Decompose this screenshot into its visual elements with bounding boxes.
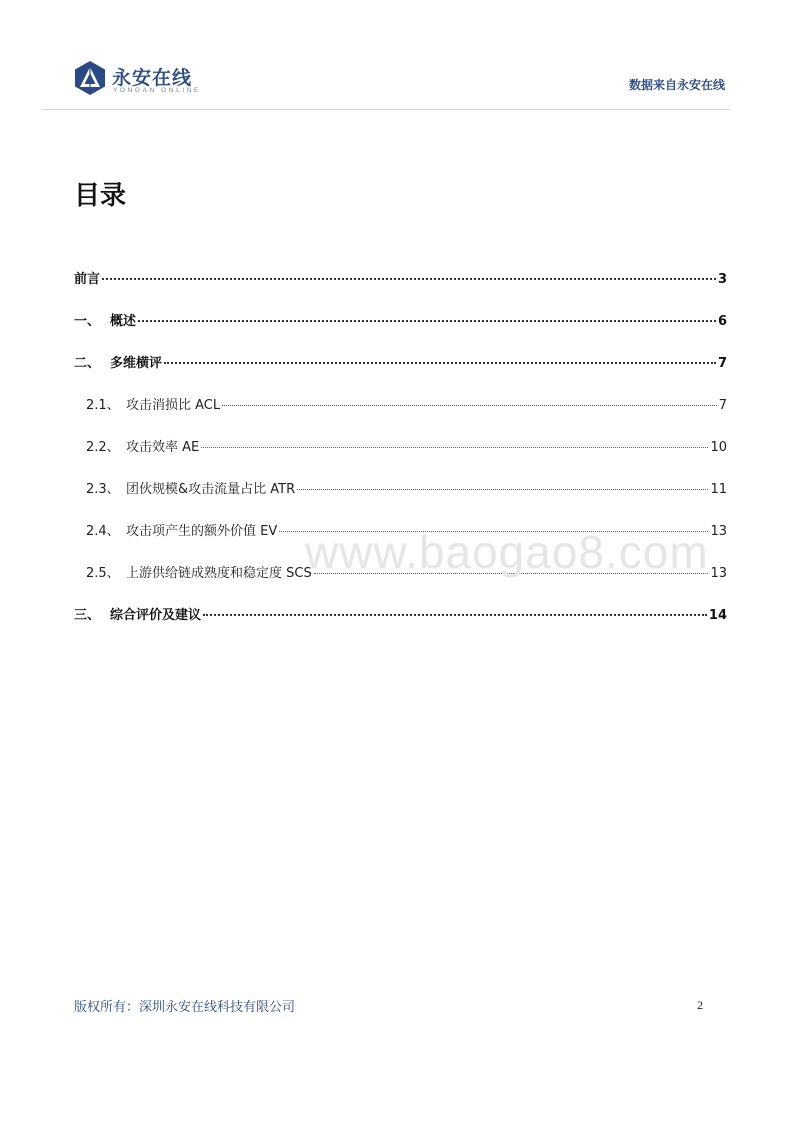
toc-entry-label: 概述 xyxy=(110,314,137,329)
header-divider xyxy=(42,109,730,110)
toc-entry-number: 二、 xyxy=(74,356,101,371)
toc-entry-2-2[interactable] xyxy=(74,436,727,478)
footer-copyright: 版权所有：深圳永安在线科技有限公司 xyxy=(74,1000,296,1015)
watermark: www.baogao8.com xyxy=(305,526,709,578)
toc-entry-page: 14 xyxy=(708,608,727,623)
footer-page-number: 2 xyxy=(697,998,703,1012)
toc-entry-label: 上游供给链成熟度和稳定度 SCS xyxy=(126,566,312,581)
toc-entry-page: 13 xyxy=(710,524,727,539)
toc-entry-2-1[interactable] xyxy=(74,394,727,436)
toc-entry-page: 11 xyxy=(710,482,727,497)
toc-entry-label: 攻击效率 AE xyxy=(126,440,200,455)
toc-title: 目录 xyxy=(74,181,127,211)
toc-dot-leader xyxy=(297,488,708,490)
toc-entry-page: 7 xyxy=(717,356,727,371)
toc-entry-preface[interactable] xyxy=(74,268,727,310)
toc-dot-leader xyxy=(164,361,716,364)
toc-entry-number: 2.2、 xyxy=(86,440,120,455)
toc-entry-label: 前言 xyxy=(74,272,101,287)
toc-entry-number: 2.1、 xyxy=(86,398,120,413)
toc-entry-number: 2.5、 xyxy=(86,566,120,581)
toc-entry-number: 2.4、 xyxy=(86,524,120,539)
toc-entry-page: 6 xyxy=(717,314,727,329)
toc-entry-multidimensional-review[interactable] xyxy=(74,352,727,394)
toc-entry-label: 团伙规模&攻击流量占比 ATR xyxy=(126,482,296,497)
toc-entry-page: 10 xyxy=(710,440,727,455)
toc-entry-page: 7 xyxy=(718,398,727,413)
toc-entry-evaluation[interactable] xyxy=(74,604,727,646)
table-of-contents xyxy=(74,268,727,646)
toc-dot-leader xyxy=(203,613,707,616)
toc-entry-number: 一、 xyxy=(74,314,101,329)
company-logo xyxy=(74,60,234,100)
toc-dot-leader xyxy=(102,277,716,280)
toc-entry-label: 多维横评 xyxy=(110,356,163,371)
header-source-note: 数据来自永安在线 xyxy=(628,78,725,92)
toc-entry-number: 三、 xyxy=(74,608,101,623)
toc-entry-label: 攻击项产生的额外价值 EV xyxy=(126,524,278,539)
logo-chinese-name: 永安在线 xyxy=(112,67,193,89)
page-header xyxy=(0,0,800,110)
logo-english-name: YONGAN ONLINE xyxy=(113,87,201,94)
toc-dot-leader xyxy=(138,319,716,322)
toc-entry-overview[interactable] xyxy=(74,310,727,352)
toc-entry-label: 综合评价及建议 xyxy=(110,608,202,623)
toc-dot-leader xyxy=(222,404,717,406)
toc-entry-2-3[interactable] xyxy=(74,478,727,520)
toc-entry-page: 13 xyxy=(710,566,727,581)
logo-triangle-icon xyxy=(74,60,106,96)
toc-entry-number: 2.3、 xyxy=(86,482,120,497)
toc-dot-leader xyxy=(201,446,708,448)
toc-entry-label: 攻击消损比 ACL xyxy=(126,398,221,413)
toc-entry-page: 3 xyxy=(717,272,727,287)
